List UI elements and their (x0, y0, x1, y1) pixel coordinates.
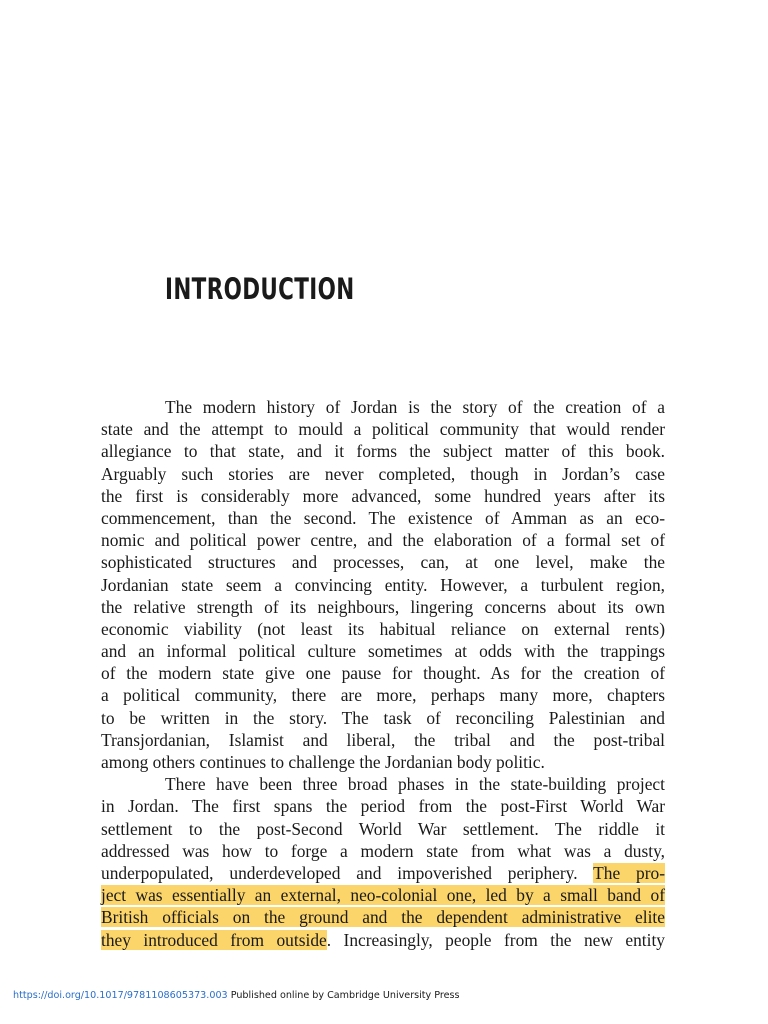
body-text (101, 396, 665, 951)
highlighted-text: The pro- (593, 862, 665, 883)
text-line (101, 840, 665, 862)
text-line (101, 596, 665, 618)
text-line (101, 929, 665, 951)
text-line (101, 906, 665, 928)
line-text: addressed was how to forge a modern state from what was a dusty, (101, 840, 665, 861)
line-text: . Increasingly, people from the new entity (326, 929, 665, 950)
line-text: state and the attempt to mould a political community that would render (101, 419, 665, 440)
text-line (101, 795, 665, 817)
line-text: sophisticated structures and processes, can, at one level, make the (101, 552, 665, 573)
line-text: among others continues to challenge the Jordanian body politic. (101, 752, 545, 772)
line-text: commencement, than the second. The existence of Amman as an eco- (101, 507, 665, 528)
line-text: and an informal political culture sometimes at odds with the trappings (101, 641, 665, 662)
line-text: Jordanian state seem a convincing entity. However, a turbulent region, (101, 574, 665, 595)
published-note: Published online by Cambridge University Press (230, 990, 460, 1001)
text-line (101, 818, 665, 840)
text-line (101, 529, 665, 551)
line-text: to be written in the story. The task of reconciling Palestinian and (101, 707, 665, 728)
text-line (101, 684, 665, 706)
line-text: a political community, there are more, perhaps many more, chapters (101, 685, 665, 706)
line-text: Arguably such stories are never completed, though in Jordan’s case (101, 463, 665, 484)
text-line (101, 640, 665, 662)
doi-link[interactable]: https://doi.org/10.1017/9781108605373.003 (13, 990, 228, 1001)
line-text: in Jordan. The first spans the period from the post-First World War (101, 796, 665, 817)
text-line (101, 751, 665, 773)
line-text: There have been three broad phases in the state-building project (165, 774, 665, 795)
chapter-title: INTRODUCTION (165, 272, 355, 306)
text-line (101, 574, 665, 596)
text-line (101, 662, 665, 684)
text-line (101, 773, 665, 795)
highlighted-text: they introduced from outside (101, 929, 327, 950)
text-line (101, 884, 665, 906)
text-line (101, 862, 665, 884)
line-text: nomic and political power centre, and the elaboration of a formal set of (101, 530, 665, 551)
line-text: underpopulated, underdeveloped and impoverished periphery. (101, 862, 594, 883)
line-text: allegiance to that state, and it forms the subject matter of this book. (101, 441, 665, 462)
highlighted-text: British officials on the ground and the dependent administrative elite (101, 907, 665, 928)
text-line (101, 440, 665, 462)
line-text: the relative strength of its neighbours, lingering concerns about its own (101, 596, 665, 617)
text-line (101, 418, 665, 440)
line-text: the first is considerably more advanced, some hundred years after its (101, 485, 665, 506)
text-line (101, 618, 665, 640)
highlighted-text: ject was essentially an external, neo-colonial one, led by a small band of (101, 885, 665, 906)
line-text: of the modern state give one pause for thought. As for the creation of (101, 663, 665, 684)
line-text: Transjordanian, Islamist and liberal, the tribal and the post-tribal (101, 729, 665, 750)
line-text: settlement to the post-Second World War settlement. The riddle it (101, 818, 665, 839)
text-line (101, 551, 665, 573)
text-line (101, 485, 665, 507)
line-text: economic viability (not least its habitual reliance on external rents) (101, 618, 665, 639)
text-line (101, 729, 665, 751)
text-line (101, 463, 665, 485)
text-line (101, 396, 665, 418)
line-text: The modern history of Jordan is the story of the creation of a (165, 397, 665, 417)
page-footer (13, 990, 460, 1001)
text-line (101, 507, 665, 529)
text-line (101, 707, 665, 729)
